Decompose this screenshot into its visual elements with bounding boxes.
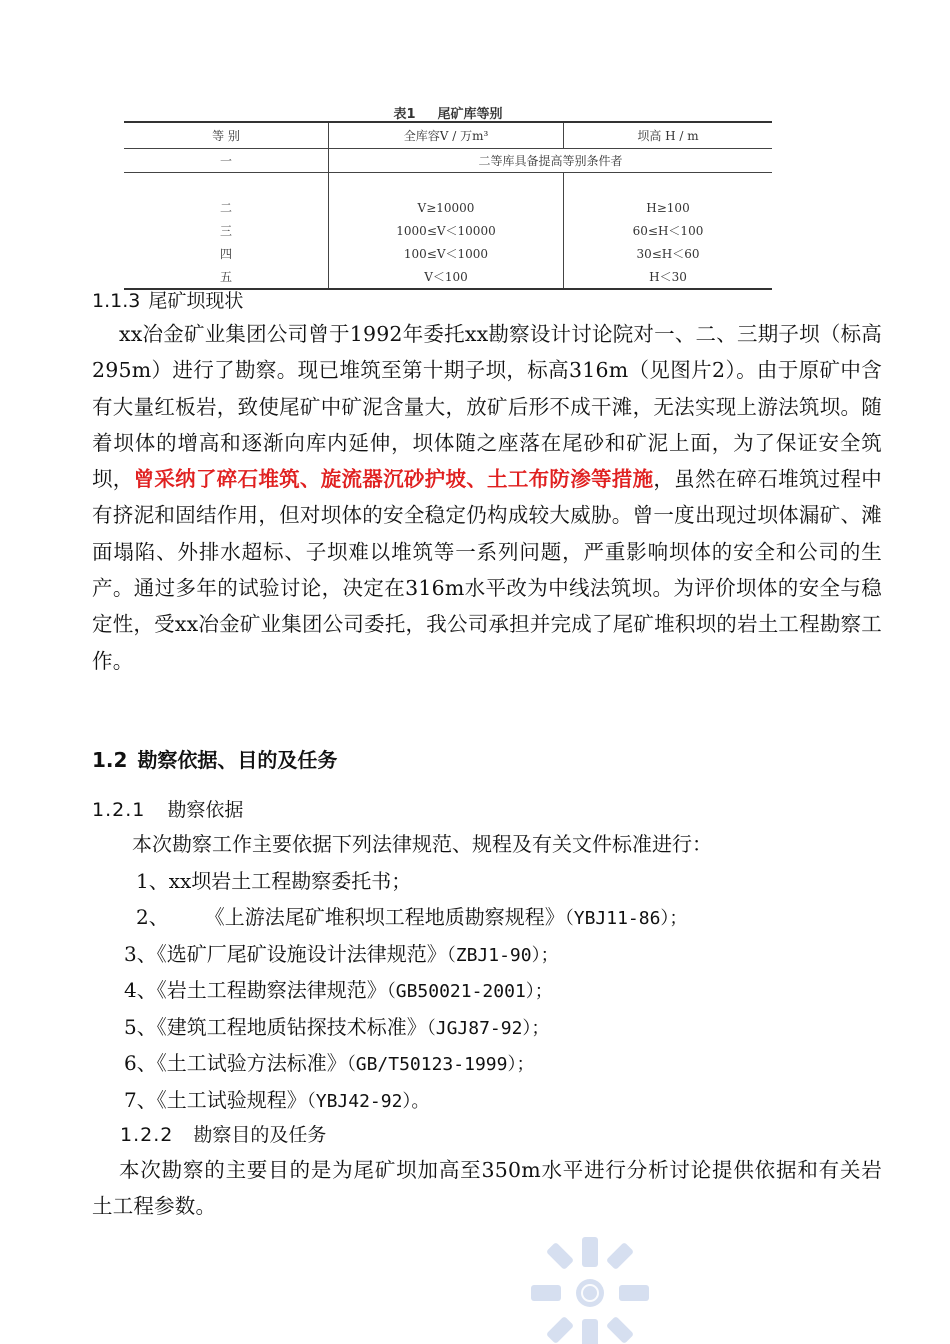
list-item xyxy=(124,1047,534,1076)
cell-grade: 三 xyxy=(219,224,232,238)
list-item xyxy=(124,938,559,967)
cell-grade: 二 xyxy=(219,201,232,215)
header-grade: 等 别 xyxy=(124,122,329,149)
list-item xyxy=(124,1011,549,1040)
list-item xyxy=(136,901,687,930)
cell-grade: 一 xyxy=(124,149,329,173)
list-title: 《土工试验方法标准》 xyxy=(156,1051,347,1075)
list-title: 《建筑工程地质钻探技术标准》 xyxy=(156,1015,427,1039)
section-title: 尾矿坝现状 xyxy=(148,290,244,312)
table-gap-row xyxy=(124,173,772,197)
section-number: 1.1.3 xyxy=(92,290,141,312)
watermark-logo-icon xyxy=(525,1223,655,1344)
list-number: 3、 xyxy=(124,942,157,966)
section-heading-1-2-1 xyxy=(92,795,243,822)
section-title: 勘察依据 xyxy=(167,799,244,821)
cell-capacity: 100≤V＜1000 xyxy=(329,242,564,265)
table-row xyxy=(124,219,772,242)
list-item xyxy=(136,865,411,894)
cell-capacity: V＜100 xyxy=(329,265,564,289)
highlighted-measures: 曾采纳了碎石堆筑、旋流器沉砂护坡、土工布防渗等措施 xyxy=(133,467,654,492)
header-height: 坝高 H / m xyxy=(564,122,773,149)
table-row xyxy=(124,149,772,173)
section-number: 1.2.1 xyxy=(92,799,146,821)
table-row xyxy=(124,242,772,265)
table-caption-number: 表1 xyxy=(393,107,416,122)
section-title: 勘察依据、目的及任务 xyxy=(137,748,338,772)
list-code: （GB50021-2001）； xyxy=(386,981,553,1002)
paragraph-text: ，虽然在碎石堆筑过程中有挤泥和固结作用，但对坝体的安全稳定仍构成较大威胁。曾一度出现过坝体漏矿、滩面塌陷、外排水超标、子坝难以堆筑等一系列问题，严重影响坝体的安全和公司的生产。通过多年的试验讨论，决定在316m水平改为中线法筑坝。为评价坝体的安全与稳定性，受xx冶金矿业集团公司委托，我公司承担并完成了尾矿堆积坝的岩土工程勘察工作。 xyxy=(92,467,883,673)
cell-capacity: V≥10000 xyxy=(329,196,564,219)
list-title: 《土工试验规程》 xyxy=(156,1088,307,1112)
section-heading-1-2 xyxy=(92,744,337,773)
cell-height: H＜30 xyxy=(564,265,773,289)
list-title: 《岩土工程勘察法律规范》 xyxy=(156,978,387,1002)
tailings-grade-table xyxy=(124,121,772,290)
section-heading-1-2-2 xyxy=(120,1120,326,1147)
list-code: （YBJ11-86）； xyxy=(564,908,688,929)
list-number: 5、 xyxy=(124,1015,157,1039)
section-heading-1-1-3 xyxy=(92,286,243,313)
list-number: 2、 xyxy=(136,905,169,929)
list-number: 6、 xyxy=(124,1051,157,1075)
section-number: 1.2 xyxy=(92,748,128,772)
cell-note: 二等库具备提高等别条件者 xyxy=(329,149,773,173)
cell-height: H≥100 xyxy=(564,196,773,219)
list-code: （JGJ87-92）； xyxy=(426,1018,550,1039)
list-number: 1、 xyxy=(136,869,169,893)
list-title: 《上游法尾矿堆积坝工程地质勘察规程》 xyxy=(204,905,565,929)
list-code: （ZBJ1-90）； xyxy=(446,945,559,966)
table-caption xyxy=(124,103,772,122)
section-number: 1.2.2 xyxy=(120,1124,174,1146)
paragraph-text: xx冶金矿业集团公司曾于1992年委托xx勘察设计讨论院对一、二、三期子坝（标高295m）进行了勘察。现已堆筑至第十期子坝，标高316m（见图片2）。由于原矿中含有大量红板岩，致使尾矿中矿泥含量大，放矿后形不成干滩，无法实现上游法筑坝。随着坝体的增高和逐渐向库内延伸，坝体随之座落在尾砂和矿泥上面，为了保证安全筑坝， xyxy=(92,322,882,492)
cell-height: 30≤H＜60 xyxy=(564,242,773,265)
list-number: 4、 xyxy=(124,978,157,1002)
list-title: xx坝岩土工程勘察委托书； xyxy=(168,869,412,893)
list-code: （GB/T50123-1999）； xyxy=(346,1054,535,1075)
paragraph-purpose: 本次勘察的主要目的是为尾矿坝加高至350m水平进行分析讨论提供依据和有关岩土工程参数。 xyxy=(92,1158,882,1219)
basis-intro: 本次勘察工作主要依据下列法律规范、规程及有关文件标准进行： xyxy=(132,832,712,856)
cell-grade: 五 xyxy=(219,270,232,284)
table-row xyxy=(124,196,772,219)
header-capacity: 全库容V / 万m³ xyxy=(329,122,564,149)
list-code: （YBJ42-92）。 xyxy=(306,1091,430,1112)
list-item xyxy=(124,974,553,1003)
table-header-row xyxy=(124,122,772,149)
list-number: 7、 xyxy=(124,1088,157,1112)
list-item xyxy=(124,1084,429,1113)
paragraph-dam-status xyxy=(92,316,882,679)
cell-grade: 四 xyxy=(219,247,232,261)
list-title: 《选矿厂尾矿设施设计法律规范》 xyxy=(156,942,447,966)
cell-capacity: 1000≤V＜10000 xyxy=(329,219,564,242)
section-title: 勘察目的及任务 xyxy=(193,1124,327,1146)
cell-height: 60≤H＜100 xyxy=(564,219,773,242)
table-caption-title: 尾矿库等别 xyxy=(437,107,503,122)
